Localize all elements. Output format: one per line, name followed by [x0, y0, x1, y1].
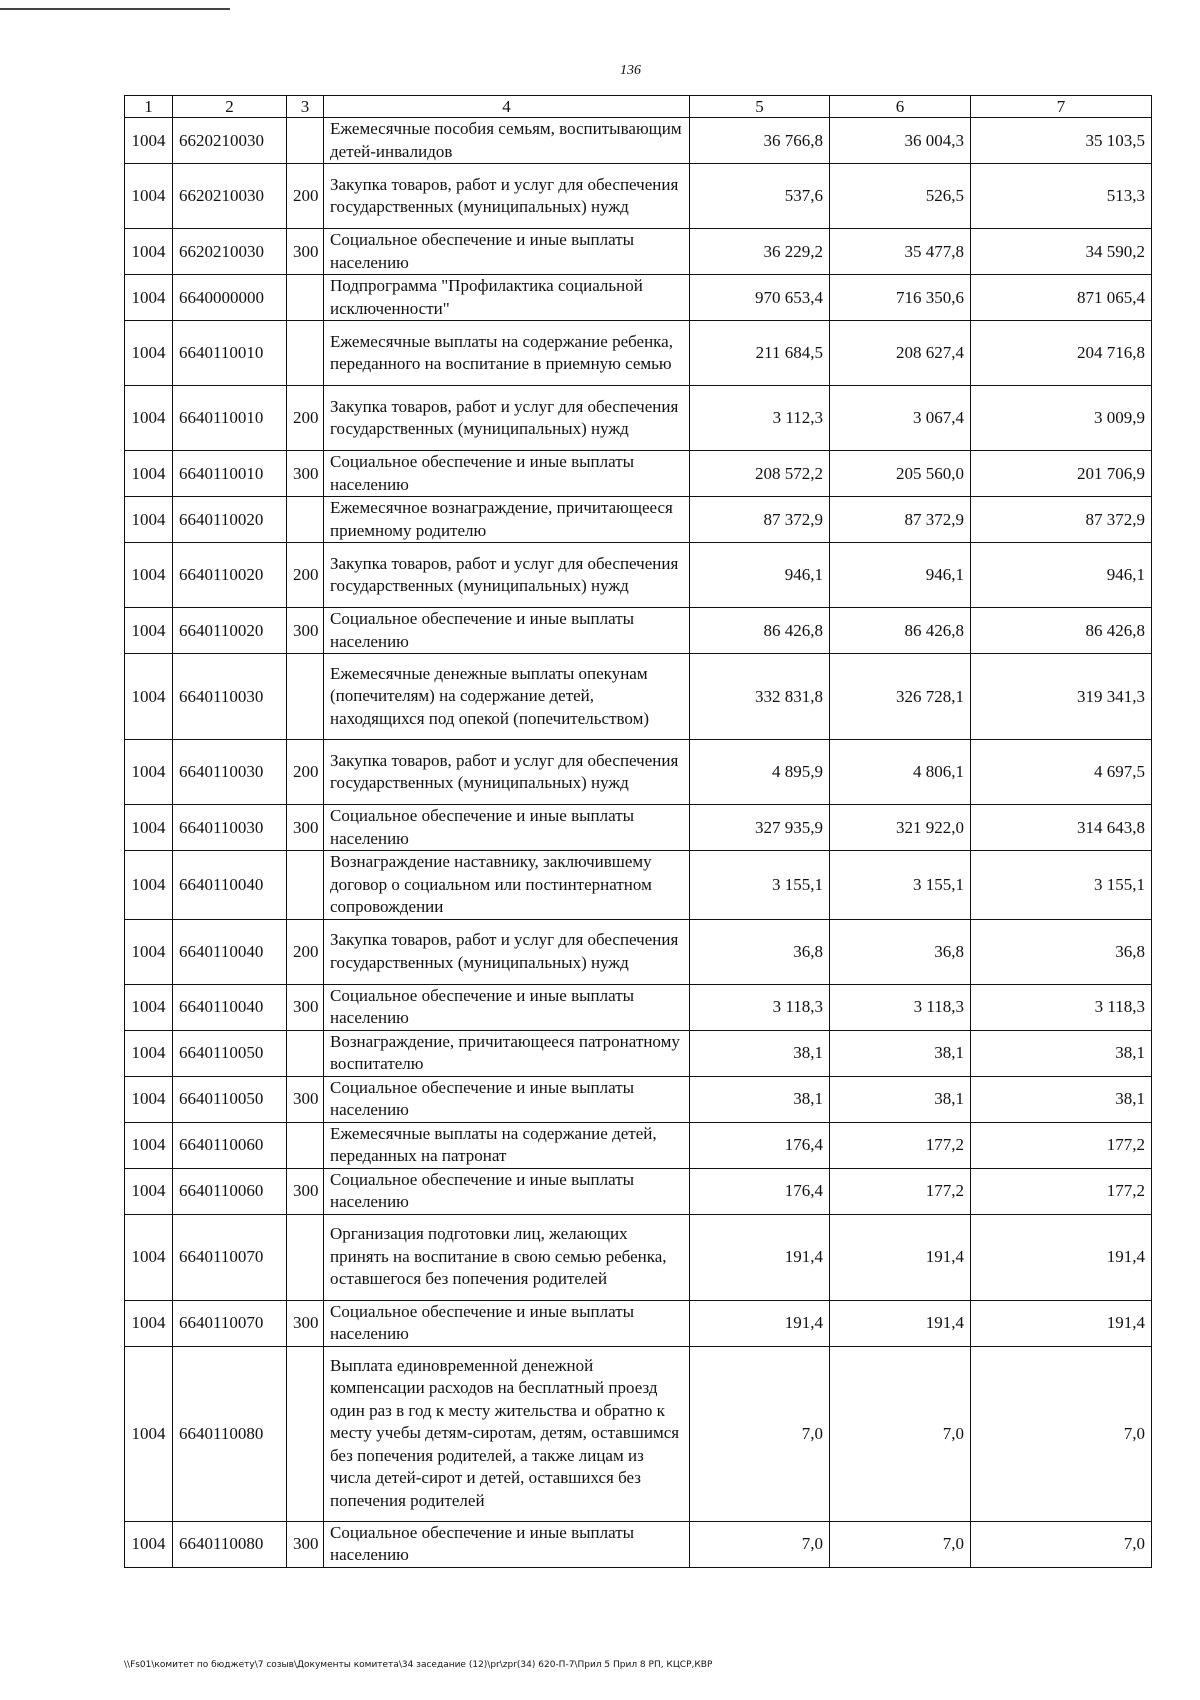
- value-col5-cell: 537,6: [690, 164, 830, 229]
- description-cell: Организация подготовки лиц, желающих принять на воспитание в свою семью ребенка, оставшегося без попечения родителей: [324, 1214, 690, 1300]
- section-code-cell: 1004: [125, 654, 173, 740]
- expense-type-cell: 200: [287, 386, 324, 451]
- value-col7-cell: 7,0: [971, 1521, 1152, 1567]
- table-row: [125, 1076, 1152, 1122]
- section-code-cell: 1004: [125, 1346, 173, 1521]
- target-article-cell: 6640110050: [173, 1030, 287, 1076]
- section-code-cell: 1004: [125, 740, 173, 805]
- value-col5-cell: 176,4: [690, 1168, 830, 1214]
- description-cell: Социальное обеспечение и иные выплаты населению: [324, 608, 690, 654]
- value-col5-cell: 3 155,1: [690, 851, 830, 920]
- table-row: [125, 229, 1152, 275]
- value-col5-cell: 7,0: [690, 1521, 830, 1567]
- scan-mark-top-left: [0, 8, 230, 10]
- section-code-cell: 1004: [125, 543, 173, 608]
- table-row: [125, 321, 1152, 386]
- target-article-cell: 6640110080: [173, 1521, 287, 1567]
- value-col7-cell: 191,4: [971, 1300, 1152, 1346]
- value-col5-cell: 36,8: [690, 919, 830, 984]
- column-header: 7: [971, 96, 1152, 118]
- value-col6-cell: 177,2: [830, 1122, 971, 1168]
- section-code-cell: 1004: [125, 805, 173, 851]
- table-row: [125, 1521, 1152, 1567]
- value-col7-cell: 319 341,3: [971, 654, 1152, 740]
- target-article-cell: 6640110080: [173, 1346, 287, 1521]
- description-cell: Социальное обеспечение и иные выплаты населению: [324, 1168, 690, 1214]
- value-col7-cell: 314 643,8: [971, 805, 1152, 851]
- value-col7-cell: 201 706,9: [971, 451, 1152, 497]
- description-cell: Закупка товаров, работ и услуг для обеспечения государственных (муниципальных) нужд: [324, 740, 690, 805]
- value-col6-cell: 3 118,3: [830, 984, 971, 1030]
- table-row: [125, 1300, 1152, 1346]
- value-col6-cell: 526,5: [830, 164, 971, 229]
- table-row: [125, 919, 1152, 984]
- section-code-cell: 1004: [125, 1300, 173, 1346]
- value-col5-cell: 36 766,8: [690, 118, 830, 164]
- expense-type-cell: 300: [287, 451, 324, 497]
- value-col6-cell: 946,1: [830, 543, 971, 608]
- section-code-cell: 1004: [125, 1521, 173, 1567]
- table-row: [125, 1030, 1152, 1076]
- description-cell: Ежемесячное вознаграждение, причитающееся приемному родителю: [324, 497, 690, 543]
- table-row: [125, 451, 1152, 497]
- value-col7-cell: 7,0: [971, 1346, 1152, 1521]
- value-col7-cell: 38,1: [971, 1076, 1152, 1122]
- section-code-cell: 1004: [125, 164, 173, 229]
- expense-type-cell: 300: [287, 1076, 324, 1122]
- value-col5-cell: 4 895,9: [690, 740, 830, 805]
- value-col6-cell: 4 806,1: [830, 740, 971, 805]
- expense-type-cell: 300: [287, 984, 324, 1030]
- table-row: [125, 608, 1152, 654]
- value-col6-cell: 191,4: [830, 1214, 971, 1300]
- section-code-cell: 1004: [125, 229, 173, 275]
- value-col7-cell: 34 590,2: [971, 229, 1152, 275]
- description-cell: Закупка товаров, работ и услуг для обеспечения государственных (муниципальных) нужд: [324, 919, 690, 984]
- target-article-cell: 6640110060: [173, 1122, 287, 1168]
- value-col7-cell: 3 009,9: [971, 386, 1152, 451]
- value-col6-cell: 191,4: [830, 1300, 971, 1346]
- value-col5-cell: 86 426,8: [690, 608, 830, 654]
- section-code-cell: 1004: [125, 919, 173, 984]
- description-cell: Закупка товаров, работ и услуг для обеспечения государственных (муниципальных) нужд: [324, 543, 690, 608]
- section-code-cell: 1004: [125, 386, 173, 451]
- value-col6-cell: 321 922,0: [830, 805, 971, 851]
- section-code-cell: 1004: [125, 1076, 173, 1122]
- target-article-cell: 6640110030: [173, 805, 287, 851]
- description-cell: Выплата единовременной денежной компенсации расходов на бесплатный проезд один раз в год к месту жительства и обратно к месту учебы детям-сиротам, детям, оставшимся без попечения родителей, а также лицам из числа детей-сирот и детей, оставшихся без попечения родителей: [324, 1346, 690, 1521]
- description-cell: Ежемесячные пособия семьям, воспитывающим детей-инвалидов: [324, 118, 690, 164]
- target-article-cell: 6640110070: [173, 1300, 287, 1346]
- table-row: [125, 654, 1152, 740]
- expense-type-cell: [287, 1030, 324, 1076]
- section-code-cell: 1004: [125, 1214, 173, 1300]
- description-cell: Социальное обеспечение и иные выплаты населению: [324, 984, 690, 1030]
- target-article-cell: 6620210030: [173, 118, 287, 164]
- description-cell: Закупка товаров, работ и услуг для обеспечения государственных (муниципальных) нужд: [324, 386, 690, 451]
- expense-type-cell: 300: [287, 1168, 324, 1214]
- target-article-cell: 6640110030: [173, 654, 287, 740]
- value-col7-cell: 3 155,1: [971, 851, 1152, 920]
- value-col7-cell: 946,1: [971, 543, 1152, 608]
- value-col5-cell: 327 935,9: [690, 805, 830, 851]
- description-cell: Ежемесячные выплаты на содержание детей, переданных на патронат: [324, 1122, 690, 1168]
- section-code-cell: 1004: [125, 984, 173, 1030]
- value-col5-cell: 7,0: [690, 1346, 830, 1521]
- value-col7-cell: 36,8: [971, 919, 1152, 984]
- section-code-cell: 1004: [125, 118, 173, 164]
- description-cell: Вознаграждение наставнику, заключившему договор о социальном или постинтернатном сопровождении: [324, 851, 690, 920]
- table-row: [125, 275, 1152, 321]
- table-row: [125, 118, 1152, 164]
- value-col6-cell: 7,0: [830, 1521, 971, 1567]
- target-article-cell: 6640110010: [173, 451, 287, 497]
- target-article-cell: 6640110030: [173, 740, 287, 805]
- target-article-cell: 6640110040: [173, 919, 287, 984]
- value-col5-cell: 211 684,5: [690, 321, 830, 386]
- value-col6-cell: 86 426,8: [830, 608, 971, 654]
- value-col5-cell: 38,1: [690, 1076, 830, 1122]
- value-col5-cell: 87 372,9: [690, 497, 830, 543]
- description-cell: Социальное обеспечение и иные выплаты населению: [324, 1521, 690, 1567]
- description-cell: Закупка товаров, работ и услуг для обеспечения государственных (муниципальных) нужд: [324, 164, 690, 229]
- column-header: 6: [830, 96, 971, 118]
- expense-type-cell: 200: [287, 740, 324, 805]
- description-cell: Подпрограмма "Профилактика социальной исключенности": [324, 275, 690, 321]
- expense-type-cell: [287, 654, 324, 740]
- value-col5-cell: 176,4: [690, 1122, 830, 1168]
- table-body: [125, 118, 1152, 1568]
- footer-file-path: \\Fs01\комитет по бюджету\7 созыв\Документы комитета\34 заседание (12)\pr\zpr(34) 620-П-7\Прил 5 Прил 8 РП, КЦСР,КВР: [124, 1660, 713, 1670]
- description-cell: Социальное обеспечение и иные выплаты населению: [324, 805, 690, 851]
- value-col7-cell: 38,1: [971, 1030, 1152, 1076]
- expense-type-cell: [287, 497, 324, 543]
- value-col7-cell: 87 372,9: [971, 497, 1152, 543]
- value-col7-cell: 177,2: [971, 1168, 1152, 1214]
- expense-type-cell: 300: [287, 229, 324, 275]
- value-col6-cell: 35 477,8: [830, 229, 971, 275]
- value-col5-cell: 332 831,8: [690, 654, 830, 740]
- target-article-cell: 6640110020: [173, 543, 287, 608]
- section-code-cell: 1004: [125, 608, 173, 654]
- target-article-cell: 6640110010: [173, 386, 287, 451]
- value-col5-cell: 946,1: [690, 543, 830, 608]
- section-code-cell: 1004: [125, 1168, 173, 1214]
- target-article-cell: 6640110070: [173, 1214, 287, 1300]
- value-col6-cell: 205 560,0: [830, 451, 971, 497]
- expense-type-cell: [287, 1122, 324, 1168]
- table-row: [125, 497, 1152, 543]
- expense-type-cell: [287, 321, 324, 386]
- description-cell: Ежемесячные денежные выплаты опекунам (попечителям) на содержание детей, находящихся под опекой (попечительством): [324, 654, 690, 740]
- expense-type-cell: 300: [287, 805, 324, 851]
- value-col6-cell: 87 372,9: [830, 497, 971, 543]
- target-article-cell: 6620210030: [173, 229, 287, 275]
- column-header: 2: [173, 96, 287, 118]
- target-article-cell: 6640110040: [173, 984, 287, 1030]
- expense-type-cell: 200: [287, 919, 324, 984]
- table-row: [125, 1214, 1152, 1300]
- value-col7-cell: 177,2: [971, 1122, 1152, 1168]
- value-col7-cell: 513,3: [971, 164, 1152, 229]
- section-code-cell: 1004: [125, 321, 173, 386]
- table-row: [125, 386, 1152, 451]
- value-col7-cell: 35 103,5: [971, 118, 1152, 164]
- value-col7-cell: 204 716,8: [971, 321, 1152, 386]
- description-cell: Социальное обеспечение и иные выплаты населению: [324, 451, 690, 497]
- target-article-cell: 6640110050: [173, 1076, 287, 1122]
- section-code-cell: 1004: [125, 451, 173, 497]
- value-col7-cell: 871 065,4: [971, 275, 1152, 321]
- description-cell: Ежемесячные выплаты на содержание ребенка, переданного на воспитание в приемную семью: [324, 321, 690, 386]
- value-col7-cell: 191,4: [971, 1214, 1152, 1300]
- value-col6-cell: 36,8: [830, 919, 971, 984]
- expense-type-cell: 200: [287, 164, 324, 229]
- target-article-cell: 6640000000: [173, 275, 287, 321]
- page-number: 136: [620, 63, 641, 78]
- value-col5-cell: 970 653,4: [690, 275, 830, 321]
- table-row: [125, 543, 1152, 608]
- section-code-cell: 1004: [125, 275, 173, 321]
- value-col5-cell: 191,4: [690, 1300, 830, 1346]
- table-row: [125, 740, 1152, 805]
- expense-type-cell: 200: [287, 543, 324, 608]
- value-col5-cell: 208 572,2: [690, 451, 830, 497]
- value-col6-cell: 3 155,1: [830, 851, 971, 920]
- description-cell: Вознаграждение, причитающееся патронатному воспитателю: [324, 1030, 690, 1076]
- value-col7-cell: 86 426,8: [971, 608, 1152, 654]
- value-col7-cell: 4 697,5: [971, 740, 1152, 805]
- value-col5-cell: 191,4: [690, 1214, 830, 1300]
- value-col6-cell: 36 004,3: [830, 118, 971, 164]
- value-col6-cell: 208 627,4: [830, 321, 971, 386]
- expense-type-cell: 300: [287, 1521, 324, 1567]
- table-row: [125, 1346, 1152, 1521]
- description-cell: Социальное обеспечение и иные выплаты населению: [324, 229, 690, 275]
- expense-type-cell: 300: [287, 1300, 324, 1346]
- expense-type-cell: [287, 1214, 324, 1300]
- expense-type-cell: [287, 851, 324, 920]
- table-row: [125, 984, 1152, 1030]
- value-col5-cell: 3 112,3: [690, 386, 830, 451]
- expense-type-cell: 300: [287, 608, 324, 654]
- table-row: [125, 851, 1152, 920]
- section-code-cell: 1004: [125, 1122, 173, 1168]
- section-code-cell: 1004: [125, 1030, 173, 1076]
- value-col5-cell: 38,1: [690, 1030, 830, 1076]
- value-col6-cell: 177,2: [830, 1168, 971, 1214]
- column-header: 1: [125, 96, 173, 118]
- value-col6-cell: 3 067,4: [830, 386, 971, 451]
- target-article-cell: 6640110020: [173, 497, 287, 543]
- table-row: [125, 1168, 1152, 1214]
- table-row: [125, 1122, 1152, 1168]
- target-article-cell: 6640110010: [173, 321, 287, 386]
- target-article-cell: 6620210030: [173, 164, 287, 229]
- expense-type-cell: [287, 275, 324, 321]
- section-code-cell: 1004: [125, 497, 173, 543]
- budget-table: [124, 95, 1152, 1568]
- column-header-row: [125, 96, 1152, 118]
- column-header: 3: [287, 96, 324, 118]
- description-cell: Социальное обеспечение и иные выплаты населению: [324, 1076, 690, 1122]
- table-row: [125, 164, 1152, 229]
- value-col6-cell: 326 728,1: [830, 654, 971, 740]
- column-header: 5: [690, 96, 830, 118]
- value-col6-cell: 38,1: [830, 1076, 971, 1122]
- value-col6-cell: 716 350,6: [830, 275, 971, 321]
- value-col5-cell: 36 229,2: [690, 229, 830, 275]
- target-article-cell: 6640110020: [173, 608, 287, 654]
- value-col6-cell: 7,0: [830, 1346, 971, 1521]
- table-row: [125, 805, 1152, 851]
- target-article-cell: 6640110040: [173, 851, 287, 920]
- section-code-cell: 1004: [125, 851, 173, 920]
- target-article-cell: 6640110060: [173, 1168, 287, 1214]
- value-col6-cell: 38,1: [830, 1030, 971, 1076]
- expense-type-cell: [287, 118, 324, 164]
- expense-type-cell: [287, 1346, 324, 1521]
- value-col7-cell: 3 118,3: [971, 984, 1152, 1030]
- value-col5-cell: 3 118,3: [690, 984, 830, 1030]
- description-cell: Социальное обеспечение и иные выплаты населению: [324, 1300, 690, 1346]
- column-header: 4: [324, 96, 690, 118]
